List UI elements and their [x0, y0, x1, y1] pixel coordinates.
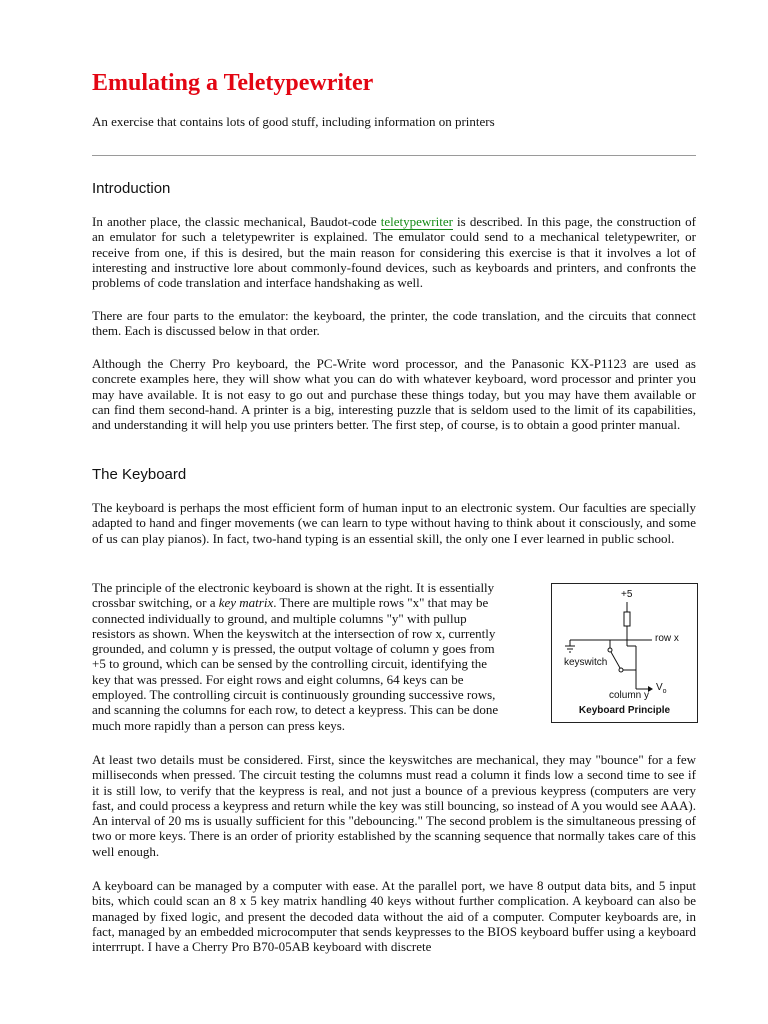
supply-label: +5 — [621, 589, 633, 600]
kb-p2-line: employed. The controlling circuit is continuously grounding successive rows, — [92, 687, 496, 703]
keyboard-principle-figure — [551, 583, 698, 723]
page-subtitle: An exercise that contains lots of good stuff, including information on printers — [92, 114, 495, 129]
heading-introduction: Introduction — [92, 180, 171, 197]
kb-p2-line: key that was pressed. For eight rows and eight columns, 64 keys can be — [92, 671, 464, 687]
row-label: row x — [655, 633, 679, 644]
keyswitch-label: keyswitch — [564, 657, 608, 668]
kb-p2-line: The principle of the electronic keyboard is shown at the right. It is essentially — [92, 580, 495, 595]
kb-p2-line: and scanning the columns for each row, to detect a keypress. This can be done — [92, 702, 499, 718]
figure-caption: Keyboard Principle — [578, 705, 671, 716]
key-matrix-term: key matrix — [218, 595, 274, 611]
heading-keyboard: The Keyboard — [92, 466, 187, 483]
horizontal-rule — [92, 155, 696, 156]
intro-p1-text-after: is described. In this page, the construction of an emulator for such a teletypewriter is explained. The emulator could send to a mechanical teletypewriter, or receive from one, if this is desired, but the main reason for considering this exercise is that it involves a lot of interesting and instructive lore about commonly-found devices, such as keyboards and printers, and confronts the problems of code translation and interface handshaking as well. — [92, 214, 697, 291]
intro-paragraph-1 — [92, 214, 696, 290]
keyboard-circuit-diagram — [552, 584, 697, 722]
kb-p2-line: connected individually to ground, and multiple columns "y" with pullup — [92, 610, 467, 626]
output-v: V — [656, 682, 663, 693]
intro-p1-text-before: In another place, the classic mechanical, Baudot-code — [92, 214, 381, 229]
kb-p2-line-with-italic — [92, 595, 538, 610]
intro-paragraph-2: There are four parts to the emulator: the keyboard, the printer, the code translation, and the circuits that connect them. Each is discussed below in that order. — [92, 308, 696, 339]
column-label: column y — [609, 690, 650, 701]
kb-p2-line: grounded, and column y is pressed, the output voltage of column y goes from — [92, 641, 495, 657]
kb-p2-line: much more rapidly than a person can press keys. — [92, 717, 346, 733]
intro-paragraph-3: Although the Cherry Pro keyboard, the PC-Write word processor, and the Panasonic KX-P1123 are used as concrete examples here, they will show what you can do with whatever keyboard, word processor and printer you may have available. It is not easy to go out and purchase these things today, but you may have them available or can find them second-hand. A printer is a big, interesting puzzle that is seldom used to the limit of its capabilities, and understanding it will help you use printers better. The first step, of course, is to obtain a good printer manual. — [92, 356, 696, 433]
keyboard-paragraph-4: A keyboard can be managed by a computer with ease. At the parallel port, we have 8 output data bits, and 5 input bits, which could scan an 8 x 5 key matrix handling 40 keys without further complication. A keyboard can also be managed by fixed logic, and present the decoded data without the aid of a computer. Computer keyboards are, in fact, managed by an embedded microcomputer that sends keypresses to the BIOS keyboard buffer using a keyboard interrrupt. I have a Cherry Pro B70-05AB keyboard with discrete — [92, 878, 696, 955]
teletypewriter-link[interactable]: teletypewriter — [380, 214, 453, 229]
kb-p2-line: +5 to ground, which can be sensed by the controlling circuit, identifying the — [92, 656, 488, 672]
keyboard-paragraph-1: The keyboard is perhaps the most efficient form of human input to an electronic system. Our faculties are specially adapted to hand and finger movements (we can learn to type without having to think about it consciously, and some of us can play pianos). In fact, two-hand typing is an essential skill, the only one I ever learned in public school. — [92, 500, 696, 546]
output-sub: o — [662, 688, 667, 695]
page-title: Emulating a Teletypewriter — [92, 70, 374, 96]
keyboard-paragraph-3: At least two details must be considered. First, since the keyswitches are mechanical, they may "bounce" for a few milliseconds when pressed. The circuit testing the columns must read a column it finds low a second time to see if it is still low, to verify that the keypress is real, and not just a bounce of a previous keypress (computers are very fast, and could process a keypress and return while the key was still bouncing, so instead of A you would see AAA). An interval of 20 ms is usually sufficient for this "debouncing." The second problem is the simultaneous pressing of two or more keys. There is an order of priority established by the scanning sequence that normally takes care of this well enough. — [92, 752, 696, 859]
kb-p2-line: resistors as shown. When the keyswitch at the intersection of row x, currently — [92, 625, 496, 641]
keyboard-paragraph-2 — [92, 580, 538, 733]
kb-p2-line-2a: crossbar switching, or a — [92, 595, 219, 611]
kb-p2-line-2b: . There are multiple rows "x" that may be — [273, 595, 489, 611]
output-voltage-label — [656, 682, 667, 695]
